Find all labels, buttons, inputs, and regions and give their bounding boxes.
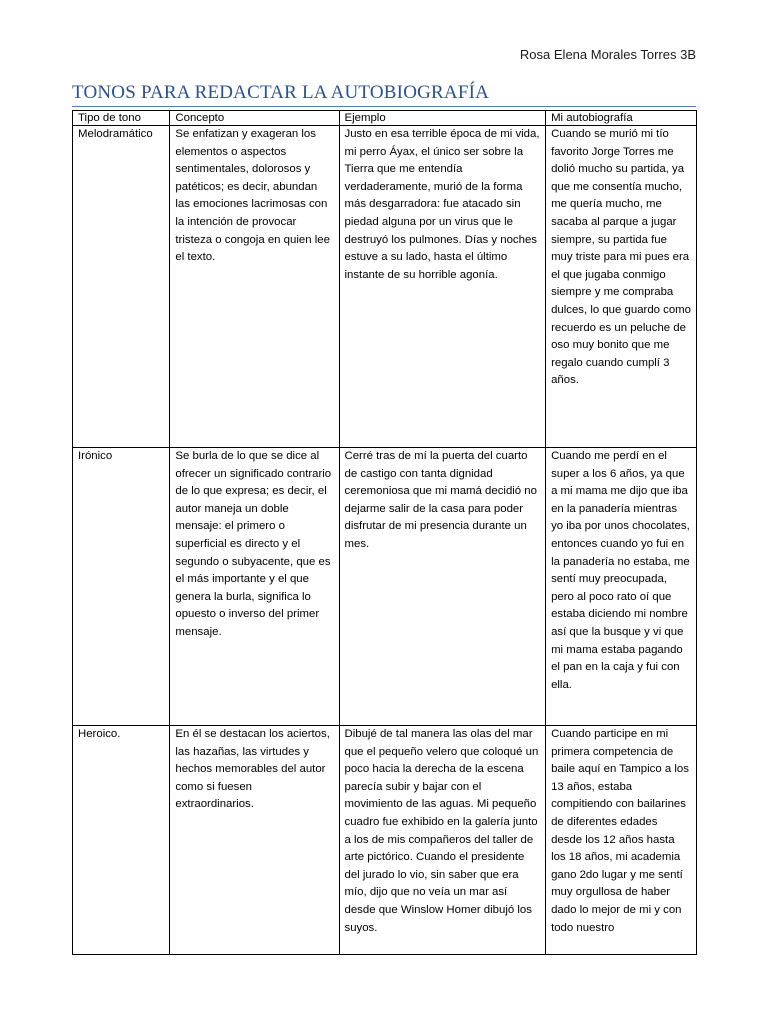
cell-tipo: Irónico (73, 448, 170, 726)
table-row (73, 126, 697, 448)
cell-concepto: En él se destacan los aciertos, las hazañas, las virtudes y hechos memorables del autor como si fuesen extraordinarios. (170, 726, 339, 955)
header-concepto: Concepto (170, 111, 339, 126)
tones-table (72, 110, 697, 955)
cell-tipo: Melodramático (73, 126, 170, 448)
title-underline (72, 106, 696, 107)
header-ejemplo: Ejemplo (339, 111, 546, 126)
document-header-author: Rosa Elena Morales Torres 3B (519, 47, 696, 62)
header-autobiografia: Mi autobiografía (546, 111, 697, 126)
cell-concepto: Se enfatizan y exageran los elementos o aspectos sentimentales, dolorosos y patéticos; es decir, abundan las emociones lacrimosas con la intención de provocar tristeza o congoja en quien lee el texto. (170, 126, 339, 448)
table-row (73, 726, 697, 955)
cell-ejemplo: Cerré tras de mí la puerta del cuarto de castigo con tanta dignidad ceremoniosa que mi mamá decidió no dejarme salir de la casa para poder disfrutar de mi presencia durante un mes. (339, 448, 546, 726)
cell-autobiografia: Cuando participe en mi primera competencia de baile aquí en Tampico a los 13 años, estaba compitiendo con bailarines de diferentes edades desde los 12 años hasta los 18 años, mi academia gano 2do lugar y me sentí muy orgullosa de haber dado lo mejor de mi y con todo nuestro (546, 726, 697, 955)
table-row (73, 448, 697, 726)
cell-autobiografia: Cuando se murió mi tío favorito Jorge Torres me dolió mucho su partida, ya que me consentía mucho, me quería mucho, me sacaba al parque a jugar siempre, su partida fue muy triste para mi pues era el que jugaba conmigo siempre y me compraba dulces, lo que guardo como recuerdo es un peluche de oso muy bonito que me regalo cuando cumplí 3 años. (546, 126, 697, 448)
cell-tipo: Heroico. (73, 726, 170, 955)
cell-ejemplo: Dibujé de tal manera las olas del mar que el pequeño velero que coloqué un poco hacia la derecha de la escena parecía subir y bajar con el movimiento de las aguas. Mi pequeño cuadro fue exhibido en la galería junto a los de mis compañeros del taller de arte pictórico. Cuando el presidente del jurado lo vio, sin saber que era mío, dijo que no veía un mar así desde que Winslow Homer dibujó los suyos. (339, 726, 546, 955)
table-header-row (73, 111, 697, 126)
cell-autobiografia: Cuando me perdí en el super a los 6 años, ya que a mi mama me dijo que iba en la panadería mientras yo iba por unos chocolates, entonces cuando yo fui en la panadería no estaba, me sentí muy preocupada, pero al poco rato oí que estaba diciendo mi nombre así que la busque y vi que mi mama estaba pagando el pan en la caja y fui con ella. (546, 448, 697, 726)
cell-ejemplo: Justo en esa terrible época de mi vida, mi perro Áyax, el único ser sobre la Tierra que me entendía verdaderamente, murió de la forma más desgarradora: fue atacado sin piedad alguna por un virus que le destruyó los pulmones. Días y noches estuve a su lado, hasta el último instante de su horrible agonía. (339, 126, 546, 448)
header-tipo: Tipo de tono (73, 111, 170, 126)
document-title: TONOS PARA REDACTAR LA AUTOBIOGRAFÍA (72, 82, 490, 103)
cell-concepto: Se burla de lo que se dice al ofrecer un significado contrario de lo que expresa; es decir, el autor maneja un doble mensaje: el primero o superficial es directo y el segundo o subyacente, que es el más importante y el que genera la burla, significa lo opuesto o inverso del primer mensaje. (170, 448, 339, 726)
